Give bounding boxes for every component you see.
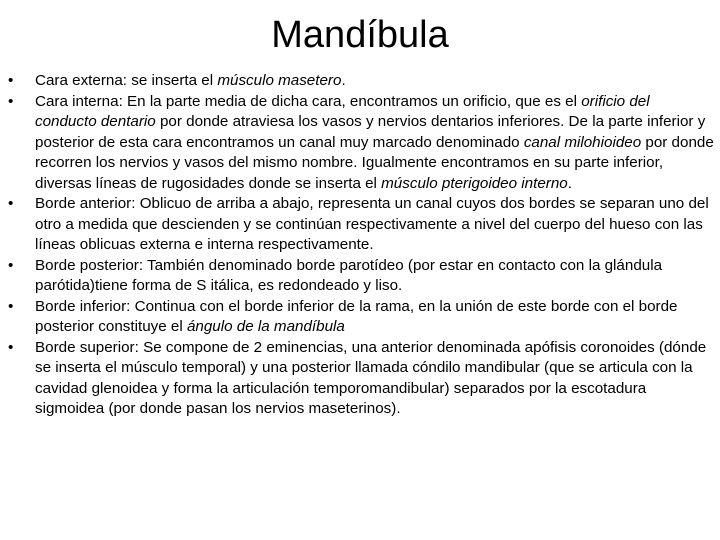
bullet-italic-text: músculo pterigoideo interno: [381, 174, 568, 192]
bullet-marker: •: [8, 256, 14, 274]
bullet-list: [8, 71, 714, 420]
bullet-term: Cara interna:: [35, 92, 123, 110]
bullet-text: por donde recorren los nervios y vasos del mismo nombre. Igualmente encontramos en su parte inferior, diversas líneas de rugosidades donde se inserta el: [35, 133, 714, 192]
bullet-item: [8, 92, 714, 195]
bullet-item: [8, 338, 714, 420]
bullet-term: Borde superior: [35, 338, 135, 356]
bullet-term: Borde posterior: [35, 256, 139, 274]
bullet-term: Cara externa: [35, 72, 123, 89]
bullet-marker: •: [8, 72, 14, 89]
bullet-item: [8, 256, 714, 297]
bullet-italic-text: ángulo de la mandíbula: [186, 318, 345, 335]
bullet-italic-text: músculo masetero: [217, 72, 342, 89]
bullet-term: Borde anterior: [35, 195, 132, 212]
bullet-marker: •: [8, 338, 14, 356]
bullet-text: : Se compone de 2 eminencias, una anterior denominada apófisis coronoides (dónde se inserta el músculo temporal) y una posterior llamada cóndilo mandibular (que se articula con la cavidad glenoidea y forma la articulación temporomandibular) separados por la escotadura sigmoidea (por donde pasan los nervios maseterinos).: [35, 338, 707, 417]
bullet-text: .: [567, 174, 572, 192]
slide-title: Mandíbula: [271, 14, 449, 56]
bullet-marker: •: [8, 297, 14, 315]
bullet-italic-text: canal milohioideo: [523, 133, 642, 151]
bullet-item: [8, 71, 714, 92]
bullet-item: [8, 297, 714, 338]
bullet-text: : Oblicuo de arriba a abajo, representa un canal cuyos dos bordes se separan uno del otro a medida que descienden y se continúan respectivamente a nivel del cuerpo del hueso con las líneas oblicuas externa e interna respectivamente.: [35, 195, 709, 253]
bullet-marker: •: [8, 92, 14, 110]
bullet-text: : También denominado borde parotídeo (por estar en contacto con la glándula parótida)tiene forma de S itálica, es redondeado y liso.: [35, 256, 663, 294]
bullet-text: : se inserta el: [122, 72, 218, 89]
bullet-italic-text: orificio del conducto dentario: [35, 92, 650, 130]
bullet-text: En la parte media de dicha cara, encontramos un orificio, que es el: [122, 92, 582, 110]
bullet-item: [8, 194, 714, 256]
bullet-text: : Continua con el borde inferior de la rama, en la unión de este borde con el borde posterior constituye el: [35, 297, 678, 335]
bullet-marker: •: [8, 195, 14, 212]
bullet-text: por donde atraviesa los vasos y nervios dentarios inferiores. De la parte inferior y posterior de esta cara encontramos un canal muy marcado denominado: [35, 113, 706, 151]
bullet-text: .: [341, 72, 346, 89]
bullet-term: Borde inferior: [35, 297, 127, 315]
